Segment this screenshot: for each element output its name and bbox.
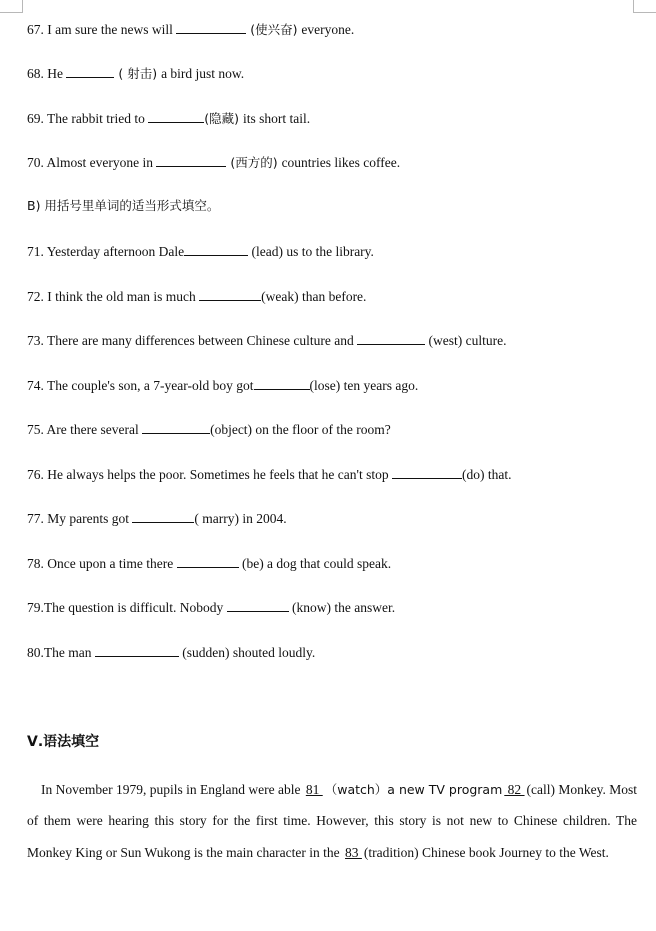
item-text: 80.The man bbox=[27, 645, 95, 660]
page-corner-mark-left bbox=[0, 0, 23, 13]
item-text-end: (be) a dog that could speak. bbox=[238, 556, 392, 571]
item-text: 67. I am sure the news will bbox=[27, 22, 177, 37]
exercise-item bbox=[27, 377, 418, 394]
cloze-text-4: (tradition) Chinese book Journey to the West. bbox=[363, 844, 609, 860]
item-text: 74. The couple's son, a 7-year-old boy got bbox=[27, 378, 254, 393]
exercise-item bbox=[27, 421, 391, 438]
item-text: 75. Are there several bbox=[27, 422, 143, 437]
answer-blank[interactable] bbox=[95, 644, 179, 657]
exercise-item bbox=[27, 21, 354, 38]
exercise-item bbox=[27, 332, 506, 349]
item-text-end: (object) on the floor of the room? bbox=[210, 422, 391, 437]
answer-blank[interactable] bbox=[254, 377, 310, 390]
item-hint: (使兴奋) bbox=[246, 22, 302, 37]
answer-blank[interactable] bbox=[66, 65, 114, 78]
item-text: 72. I think the old man is much bbox=[27, 289, 200, 304]
item-hint: ( 射击) bbox=[114, 66, 162, 81]
answer-blank[interactable] bbox=[142, 421, 210, 434]
item-text-end: (know) the answer. bbox=[288, 600, 396, 615]
item-text-end: (lead) us to the library. bbox=[248, 244, 374, 259]
cloze-paragraph bbox=[27, 774, 637, 868]
cloze-text-2: （watch）a new TV program bbox=[324, 782, 503, 797]
item-text: 78. Once upon a time there bbox=[27, 556, 177, 571]
item-text-end: a bird just now. bbox=[161, 66, 245, 81]
blank-81: 81 bbox=[305, 782, 323, 797]
answer-blank[interactable] bbox=[227, 599, 289, 612]
item-text: 70. Almost everyone in bbox=[27, 155, 157, 170]
cloze-text-3: (call) Monkey. Most of them were hearing this story for the first time. However, this story is not new to Chinese children. The Monkey King or Sun Wukong is the main character in the bbox=[27, 782, 638, 860]
cloze-text-1: In November 1979, pupils in England were able bbox=[41, 782, 304, 797]
answer-blank[interactable] bbox=[184, 243, 248, 256]
item-text: 76. He always helps the poor. Sometimes he feels that he can't stop bbox=[27, 467, 392, 482]
blank-83: 83 bbox=[345, 844, 362, 860]
item-text-end: (west) culture. bbox=[425, 333, 507, 348]
answer-blank[interactable] bbox=[199, 288, 261, 301]
exercise-item bbox=[27, 110, 310, 127]
item-text: 79.The question is difficult. Nobody bbox=[27, 600, 227, 615]
exercise-item bbox=[27, 288, 366, 305]
item-text-end: (sudden) shouted loudly. bbox=[178, 645, 316, 660]
answer-blank[interactable] bbox=[392, 466, 462, 479]
blank-82: 82 bbox=[504, 782, 525, 797]
section-b-instruction: B) 用括号里单词的适当形式填空。 bbox=[27, 198, 220, 213]
page-corner-mark-right bbox=[633, 0, 656, 13]
item-text-end: its short tail. bbox=[242, 111, 311, 126]
item-text: 73. There are many differences between Chinese culture and bbox=[27, 333, 358, 348]
item-text-end: ( marry) in 2004. bbox=[194, 511, 287, 526]
answer-blank[interactable] bbox=[176, 21, 246, 34]
exercise-item bbox=[27, 243, 374, 260]
answer-blank[interactable] bbox=[156, 154, 226, 167]
item-text: 77. My parents got bbox=[27, 511, 133, 526]
answer-blank[interactable] bbox=[177, 555, 239, 568]
exercise-item bbox=[27, 644, 315, 661]
item-text: 69. The rabbit tried to bbox=[27, 111, 149, 126]
exercise-item bbox=[27, 65, 244, 82]
exercise-item bbox=[27, 555, 391, 572]
answer-blank[interactable] bbox=[132, 510, 194, 523]
item-text-end: countries likes coffee. bbox=[281, 155, 401, 170]
item-text: 71. Yesterday afternoon Dale bbox=[27, 244, 185, 259]
exercise-item bbox=[27, 599, 395, 616]
item-hint: (隐藏) bbox=[204, 111, 243, 126]
item-text-end: (weak) than before. bbox=[261, 289, 367, 304]
item-text-end: (do) that. bbox=[461, 467, 512, 482]
exercise-item bbox=[27, 510, 287, 527]
item-text-end: everyone. bbox=[301, 22, 355, 37]
answer-blank[interactable] bbox=[357, 332, 425, 345]
item-text: 68. He bbox=[27, 66, 67, 81]
exercise-item bbox=[27, 466, 511, 483]
exercise-item bbox=[27, 154, 400, 171]
item-hint: (西方的) bbox=[226, 155, 282, 170]
section-v-heading: Ⅴ.语法填空 bbox=[27, 734, 100, 750]
answer-blank[interactable] bbox=[148, 110, 204, 123]
item-text-end: (lose) ten years ago. bbox=[309, 378, 419, 393]
